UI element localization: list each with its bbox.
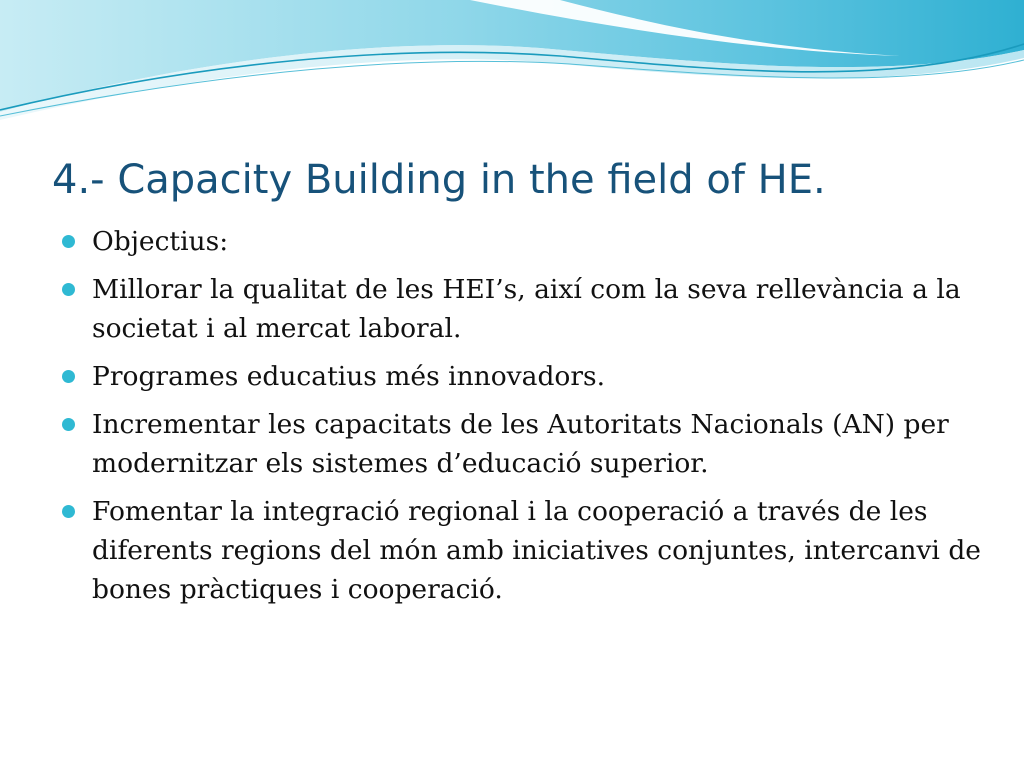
bullet-item-incrementar [62,405,992,483]
bullet-icon [62,235,75,248]
bullet-icon [62,418,75,431]
bullet-list [62,222,992,618]
bullet-icon [62,283,75,296]
bullet-text: Incrementar les capacitats de les Autoritats Nacionals (AN) per modernitzar els sistemes d’educació superior. [92,409,949,479]
bullet-item-fomentar [62,492,992,609]
bullet-text: Objectius: [92,226,229,257]
bullet-icon [62,370,75,383]
bullet-item-programes [62,357,992,396]
header-wave-decoration [0,0,1024,130]
bullet-text: Fomentar la integració regional i la cooperació a través de les diferents regions del món amb iniciatives conjuntes, intercanvi de bones pràctiques i cooperació. [92,496,981,605]
bullet-icon [62,505,75,518]
bullet-text: Programes educatius més innovadors. [92,361,606,392]
bullet-item-millorar [62,270,992,348]
slide-title: 4.- Capacity Building in the field of HE. [52,157,826,203]
bullet-text: Millorar la qualitat de les HEI’s, així com la seva rellevància a la societat i al mercat laboral. [92,274,961,344]
bullet-item-objectius [62,222,992,261]
